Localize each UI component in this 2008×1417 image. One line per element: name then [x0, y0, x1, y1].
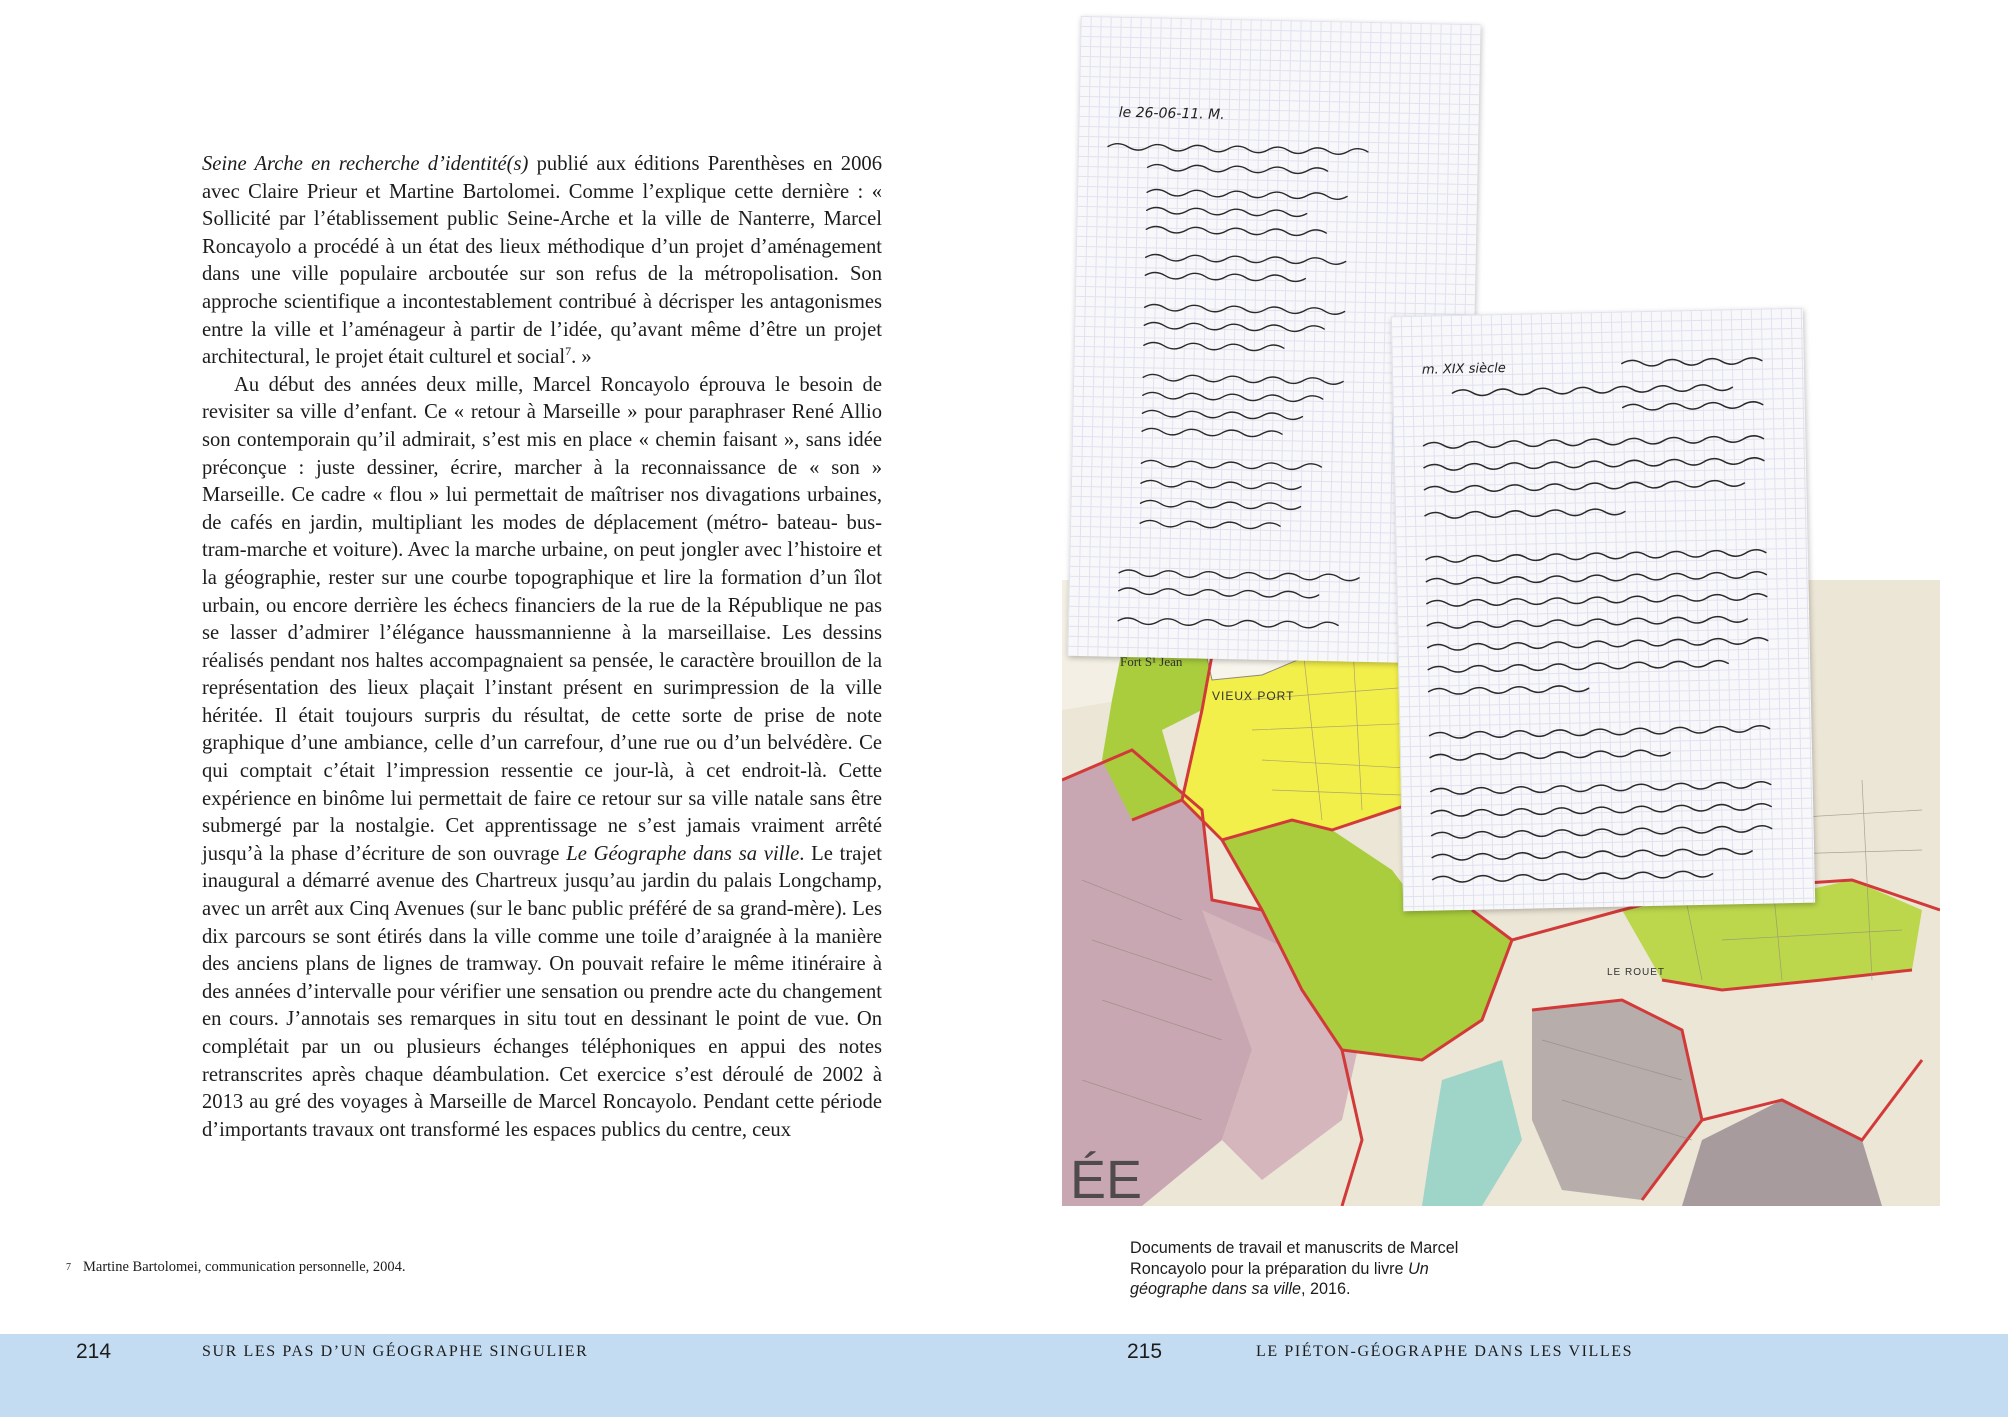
folio-left: 214	[76, 1340, 112, 1363]
paragraph-run: Au début des années deux mille, Marcel Roncayolo éprouva le besoin de revisiter sa ville d’enfant. Ce « retour à Marseille » pour paraphraser René Allio son contemporain qu’il admirait, s’est mis en place « chemin faisant », sans idée préconçue : juste dessiner, écrire, marcher à la reconnaissance de « son » Marseille. Ce cadre « flou » lui permettait de maîtriser nos divagations urbaines, de cafés en jardin, multipliant les modes de déplacement (métro- bateau- bus-tram-marche et voiture). Avec la marche urbaine, on peut jongler avec l’histoire et la géographie, rester sur une courbe topographique et lire la formation d’un îlot urbain, ou encore derrière les échecs financiers de la rue de la République ne pas se lasser d’admirer l’élégance haussmannienne à la marseillaise. Les dessins réalisés pendant nos haltes accompagnaient sa pensée, le caractère brouillon de la représentation des lieux plaçait l’instant présent en surimpression de la ville héritée. Il était toujours surpris du résultat, de cette sorte de prise de note graphique d’une ambiance, celle d’un carrefour, d’une rue ou d’un belvédère. Ce qui comptait c’était l’impression ressentie ce jour-là, à cet endroit-là. Cette expérience en binôme lui permettait de faire ce retour sur sa ville natale sans être submergé par la nostalgie. Cet apprentissage ne s’est jamais vraiment arrêté jusqu’à la phase d’écriture de son ouvrage	[202, 373, 882, 865]
paragraph-run: . Le trajet inaugural a démarré avenue des Chartreux jusqu’au jardin du palais Longchamp, avec un arrêt aux Cinq Avenues (sur le banc public préféré de sa grand-mère). Les dix parcours se sont étirés dans la ville comme une toile d’araignée à la manière des anciens plans de lignes de tramway. On pouvait refaire le même itinéraire à des années d’intervalle pour vérifier une sensation ou prendre acte du changement en cours. J’annotais ses remarques in situ tout en dessinant le point de vue. On complétait par un ou plusieurs échanges téléphoniques en appui des notes retranscrites après chaque déambulation. Cet exercice s’est déroulé de 2002 à 2013 au gré des voyages à Marseille de Marcel Roncayolo. Pendant cette période d’importants travaux ont transformé les espaces publics du centre, ceux	[202, 842, 882, 1141]
map-label-le-rouet: LE ROUET	[1607, 967, 1666, 978]
footnote-text: Martine Bartolomei, communication personnelle, 2004.	[83, 1259, 406, 1275]
paragraph-run: Le Géographe dans sa ville	[566, 842, 800, 865]
paragraph-run: 7	[565, 344, 572, 359]
map-big-letters: ÉE	[1070, 1150, 1143, 1206]
map-label-vieux-port: VIEUX PORT	[1212, 689, 1295, 703]
folio-right: 215	[1127, 1340, 1163, 1363]
figure-caption	[1130, 1238, 1510, 1300]
manuscript-2-handwriting	[1422, 358, 1773, 883]
caption-run: Documents de travail et manuscrits de Marcel Roncayolo pour la préparation du livre	[1130, 1239, 1459, 1278]
manuscripts-and-map-figure	[1062, 20, 1940, 1206]
caption-run: Un géographe dans sa ville	[1130, 1259, 1429, 1298]
caption-run: , 2016.	[1301, 1280, 1351, 1298]
paragraph	[202, 372, 882, 1145]
manuscript-2-heading: m. XIX siècle	[1421, 360, 1506, 378]
paragraph	[202, 151, 882, 372]
manuscript-sheet-2	[1391, 308, 1815, 911]
map-label-fort-saint-jean: Fort S¹ Jean	[1120, 654, 1183, 669]
body-text	[202, 151, 882, 1144]
running-head-right: LE PIÉTON-GÉOGRAPHE DANS LES VILLES	[1256, 1343, 1634, 1360]
manuscript-1-date: le 26-06-11. M.	[1118, 104, 1225, 123]
paragraph-run: publié aux éditions Parenthèses en 2006 avec Claire Prieur et Martine Bartolomei. Comme l’explique cette dernière : « Sollicité par l’établissement public Seine-Arche et la ville de Nanterre, Marcel Roncayolo a procédé à un état des lieux méthodique d’un projet d’aménagement dans une ville populaire arcboutée sur son refus de la métropolisation. Son approche scientifique a incontestablement contribué à décrisper les antagonismes entre la ville et l’aménageur à partir de l’idée, qu’avant même d’être un projet architectural, le projet était culturel et social	[202, 153, 882, 369]
footnote-mark: 7	[66, 1262, 71, 1273]
footnote	[66, 1258, 466, 1277]
paragraph-run: . »	[571, 346, 592, 369]
paragraph-run: Seine Arche en recherche d’identité(s)	[202, 153, 529, 175]
manuscript-1-handwriting	[1098, 143, 1368, 628]
running-head-left: SUR LES PAS D’UN GÉOGRAPHE SINGULIER	[202, 1343, 589, 1360]
